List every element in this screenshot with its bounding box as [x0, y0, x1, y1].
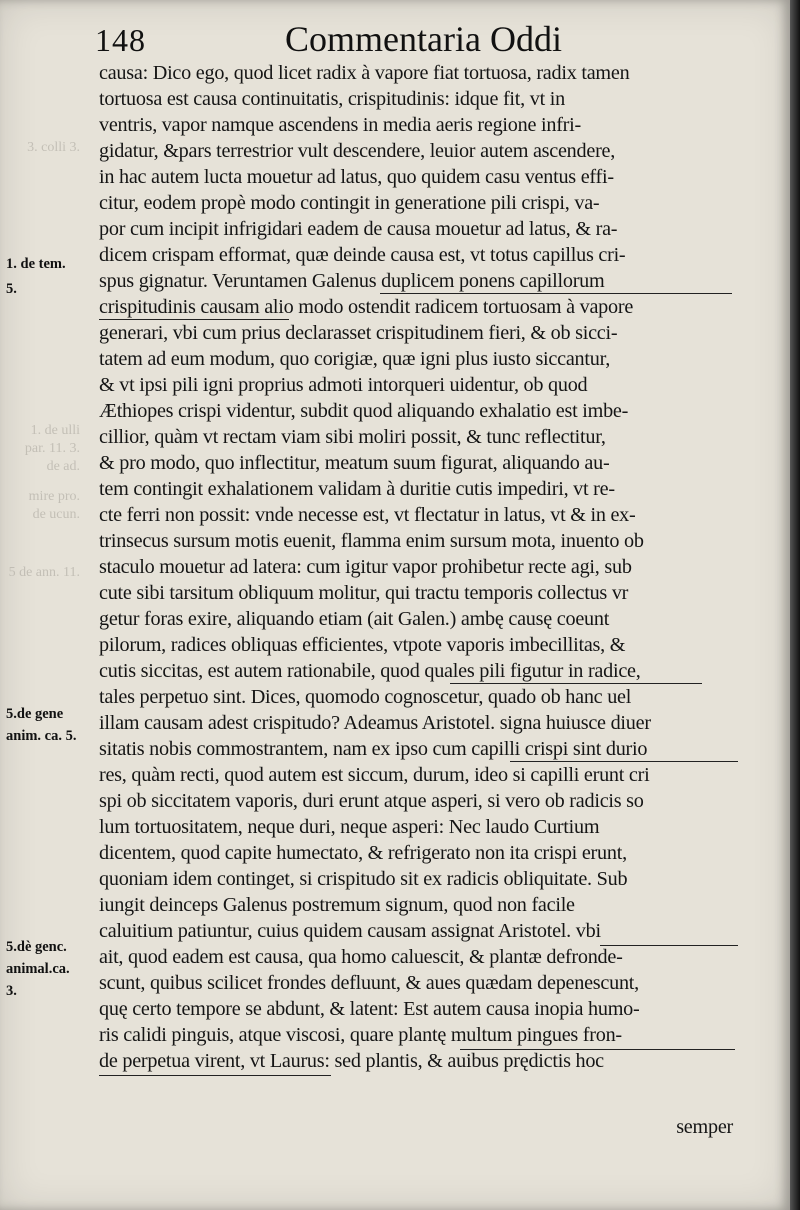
text-line: & pro modo, quo inflectitur, meatum suum figurat, aliquando au-: [99, 452, 610, 474]
text-line: generari, vbi cum prius declarasset crispitudinem fieri, & ob sicci-: [99, 322, 618, 344]
catchword-row: [99, 1114, 739, 1140]
text-line: res, quàm recti, quod autem est siccum, durum, ideo si capilli erunt cri: [99, 764, 650, 786]
margin-note: 3.: [6, 983, 17, 999]
text-line: getur foras exire, aliquando etiam (ait Galen.) ambę causę coeunt: [99, 608, 610, 630]
text-line: & vt ipsi pili igni proprius admoti intorqueri uidentur, ob quod: [99, 374, 588, 396]
ghost-mark: 3. colli 3.: [27, 140, 80, 155]
text-line: scunt, quibus scilicet frondes defluunt, & aues quædam depenescunt,: [99, 972, 639, 994]
text-line: cillior, quàm vt rectam viam sibi moliri possit, & tunc reflectitur,: [99, 426, 606, 448]
text-line: dicem crispam efformat, quæ deinde causa est, vt totus capillus cri-: [99, 244, 626, 266]
text-line: tatem ad eum modum, quo corigiæ, quæ igni plus iusto siccantur,: [99, 348, 611, 370]
page-edge-shadow: [790, 0, 800, 1210]
text-line: lum tortuositatem, neque duri, neque asperi: Nec laudo Curtium: [99, 816, 600, 838]
running-title: Commentaria Oddi: [285, 19, 562, 59]
text-line: por cum incipit infrigidari eadem de causa mouetur ad latus, & ra-: [99, 218, 618, 240]
text-line: causa: Dico ego, quod licet radix à vapore fiat tortuosa, radix tamen: [99, 62, 630, 84]
text-line: spi ob siccitatem vaporis, duri erunt atque asperi, si vero ob radicis so: [99, 790, 644, 812]
margin-note: 1. de tem.: [6, 256, 66, 272]
text-line: Æthiopes crispi videntur, subdit quod aliquando exhalatio est imbe-: [99, 400, 629, 422]
text-line: ventris, vapor namque ascendens in media aeris regione infri-: [99, 114, 581, 136]
text-line: tortuosa est causa continuitatis, crispitudinis: idque fit, vt in: [99, 88, 565, 110]
text-line: staculo mouetur ad latera: cum igitur vapor prohibetur recte agi, sub: [99, 556, 632, 578]
margin-note: 5.dè genc.: [6, 939, 67, 955]
manuscript-underline: [99, 319, 289, 320]
text-line: quę certo tempore se abdunt, & latent: Est autem causa inopia humo-: [99, 998, 640, 1020]
text-line: trinsecus sursum motis euenit, flamma enim sursum mota, inuento ob: [99, 530, 644, 552]
text-line: pilorum, radices obliquas efficientes, vtpote vaporis imbecillitas, &: [99, 634, 626, 656]
text-line: in hac autem lucta mouetur ad latus, quo quidem casu ventus effi-: [99, 166, 614, 188]
text-line: de perpetua virent, vt Laurus: sed plantis, & auibus prędictis hoc: [99, 1050, 604, 1072]
page-number: 148: [95, 22, 146, 58]
page-header: [95, 16, 735, 58]
ghost-mark: de ad.: [46, 459, 80, 474]
manuscript-underline: [510, 761, 738, 762]
text-line: cte ferri non possit: vnde necesse est, vt flectatur in latus, vt & in ex-: [99, 504, 636, 526]
manuscript-underline: [450, 683, 702, 684]
text-line: ait, quod eadem est causa, qua homo caluescit, & plantæ defronde-: [99, 946, 623, 968]
manuscript-underline: [380, 293, 732, 294]
body-text: [99, 60, 739, 1074]
ghost-mark: 1. de ulli: [30, 423, 80, 438]
margin-note: 5.: [6, 281, 17, 297]
text-line: crispitudinis causam alio modo ostendit radicem tortuosam à vapore: [99, 296, 634, 318]
text-line: cute sibi tarsitum obliquum molitur, qui tractu temporis collectus vr: [99, 582, 629, 604]
ghost-mark: par. 11. 3.: [24, 441, 80, 456]
text-line: sitatis nobis commostrantem, nam ex ipso cum capilli crispi sint durio: [99, 738, 648, 760]
text-line: ris calidi pinguis, atque viscosi, quare plantę multum pingues fron-: [99, 1024, 622, 1046]
text-line: quoniam idem continget, si crispitudo sit ex radicis obliquitate. Sub: [99, 868, 628, 890]
margin-notes: [0, 0, 96, 1210]
text-line: caluitium patiuntur, cuius quidem causam assignat Aristotel. vbi: [99, 920, 601, 942]
text-line: dicentem, quod capite humectato, & refrigerato non ita crispi erunt,: [99, 842, 627, 864]
margin-note: animal.ca.: [6, 961, 70, 977]
text-line: cutis siccitas, est autem rationabile, quod quales pili figutur in radice,: [99, 660, 641, 682]
text-line: tales perpetuo sint. Dices, quomodo cognoscetur, quado ob hanc uel: [99, 686, 632, 708]
text-line: gidatur, &pars terrestrior vult descendere, leuior autem ascendere,: [99, 140, 616, 162]
manuscript-underline: [99, 1075, 331, 1076]
manuscript-underline: [600, 945, 738, 946]
margin-note: anim. ca. 5.: [6, 728, 77, 744]
ghost-mark: mire pro.: [28, 489, 80, 504]
text-line: citur, eodem propè modo contingit in generatione pili crispi, va-: [99, 192, 600, 214]
text-line: spus gignatur. Veruntamen Galenus duplicem ponens capillorum: [99, 270, 605, 292]
text-line: illam causam adest crispitudo? Adeamus Aristotel. signa huiusce diuer: [99, 712, 651, 734]
ghost-mark: de ucun.: [32, 507, 80, 522]
catchword: semper: [676, 1116, 733, 1138]
text-line: iungit deinceps Galenus postremum signum, quod non facile: [99, 894, 575, 916]
margin-note: 5.de gene: [6, 706, 64, 722]
manuscript-underline: [460, 1049, 735, 1050]
text-line: tem contingit exhalationem validam à duritie cutis impediri, vt re-: [99, 478, 615, 500]
ghost-mark: 5 de ann. 11.: [8, 565, 80, 580]
